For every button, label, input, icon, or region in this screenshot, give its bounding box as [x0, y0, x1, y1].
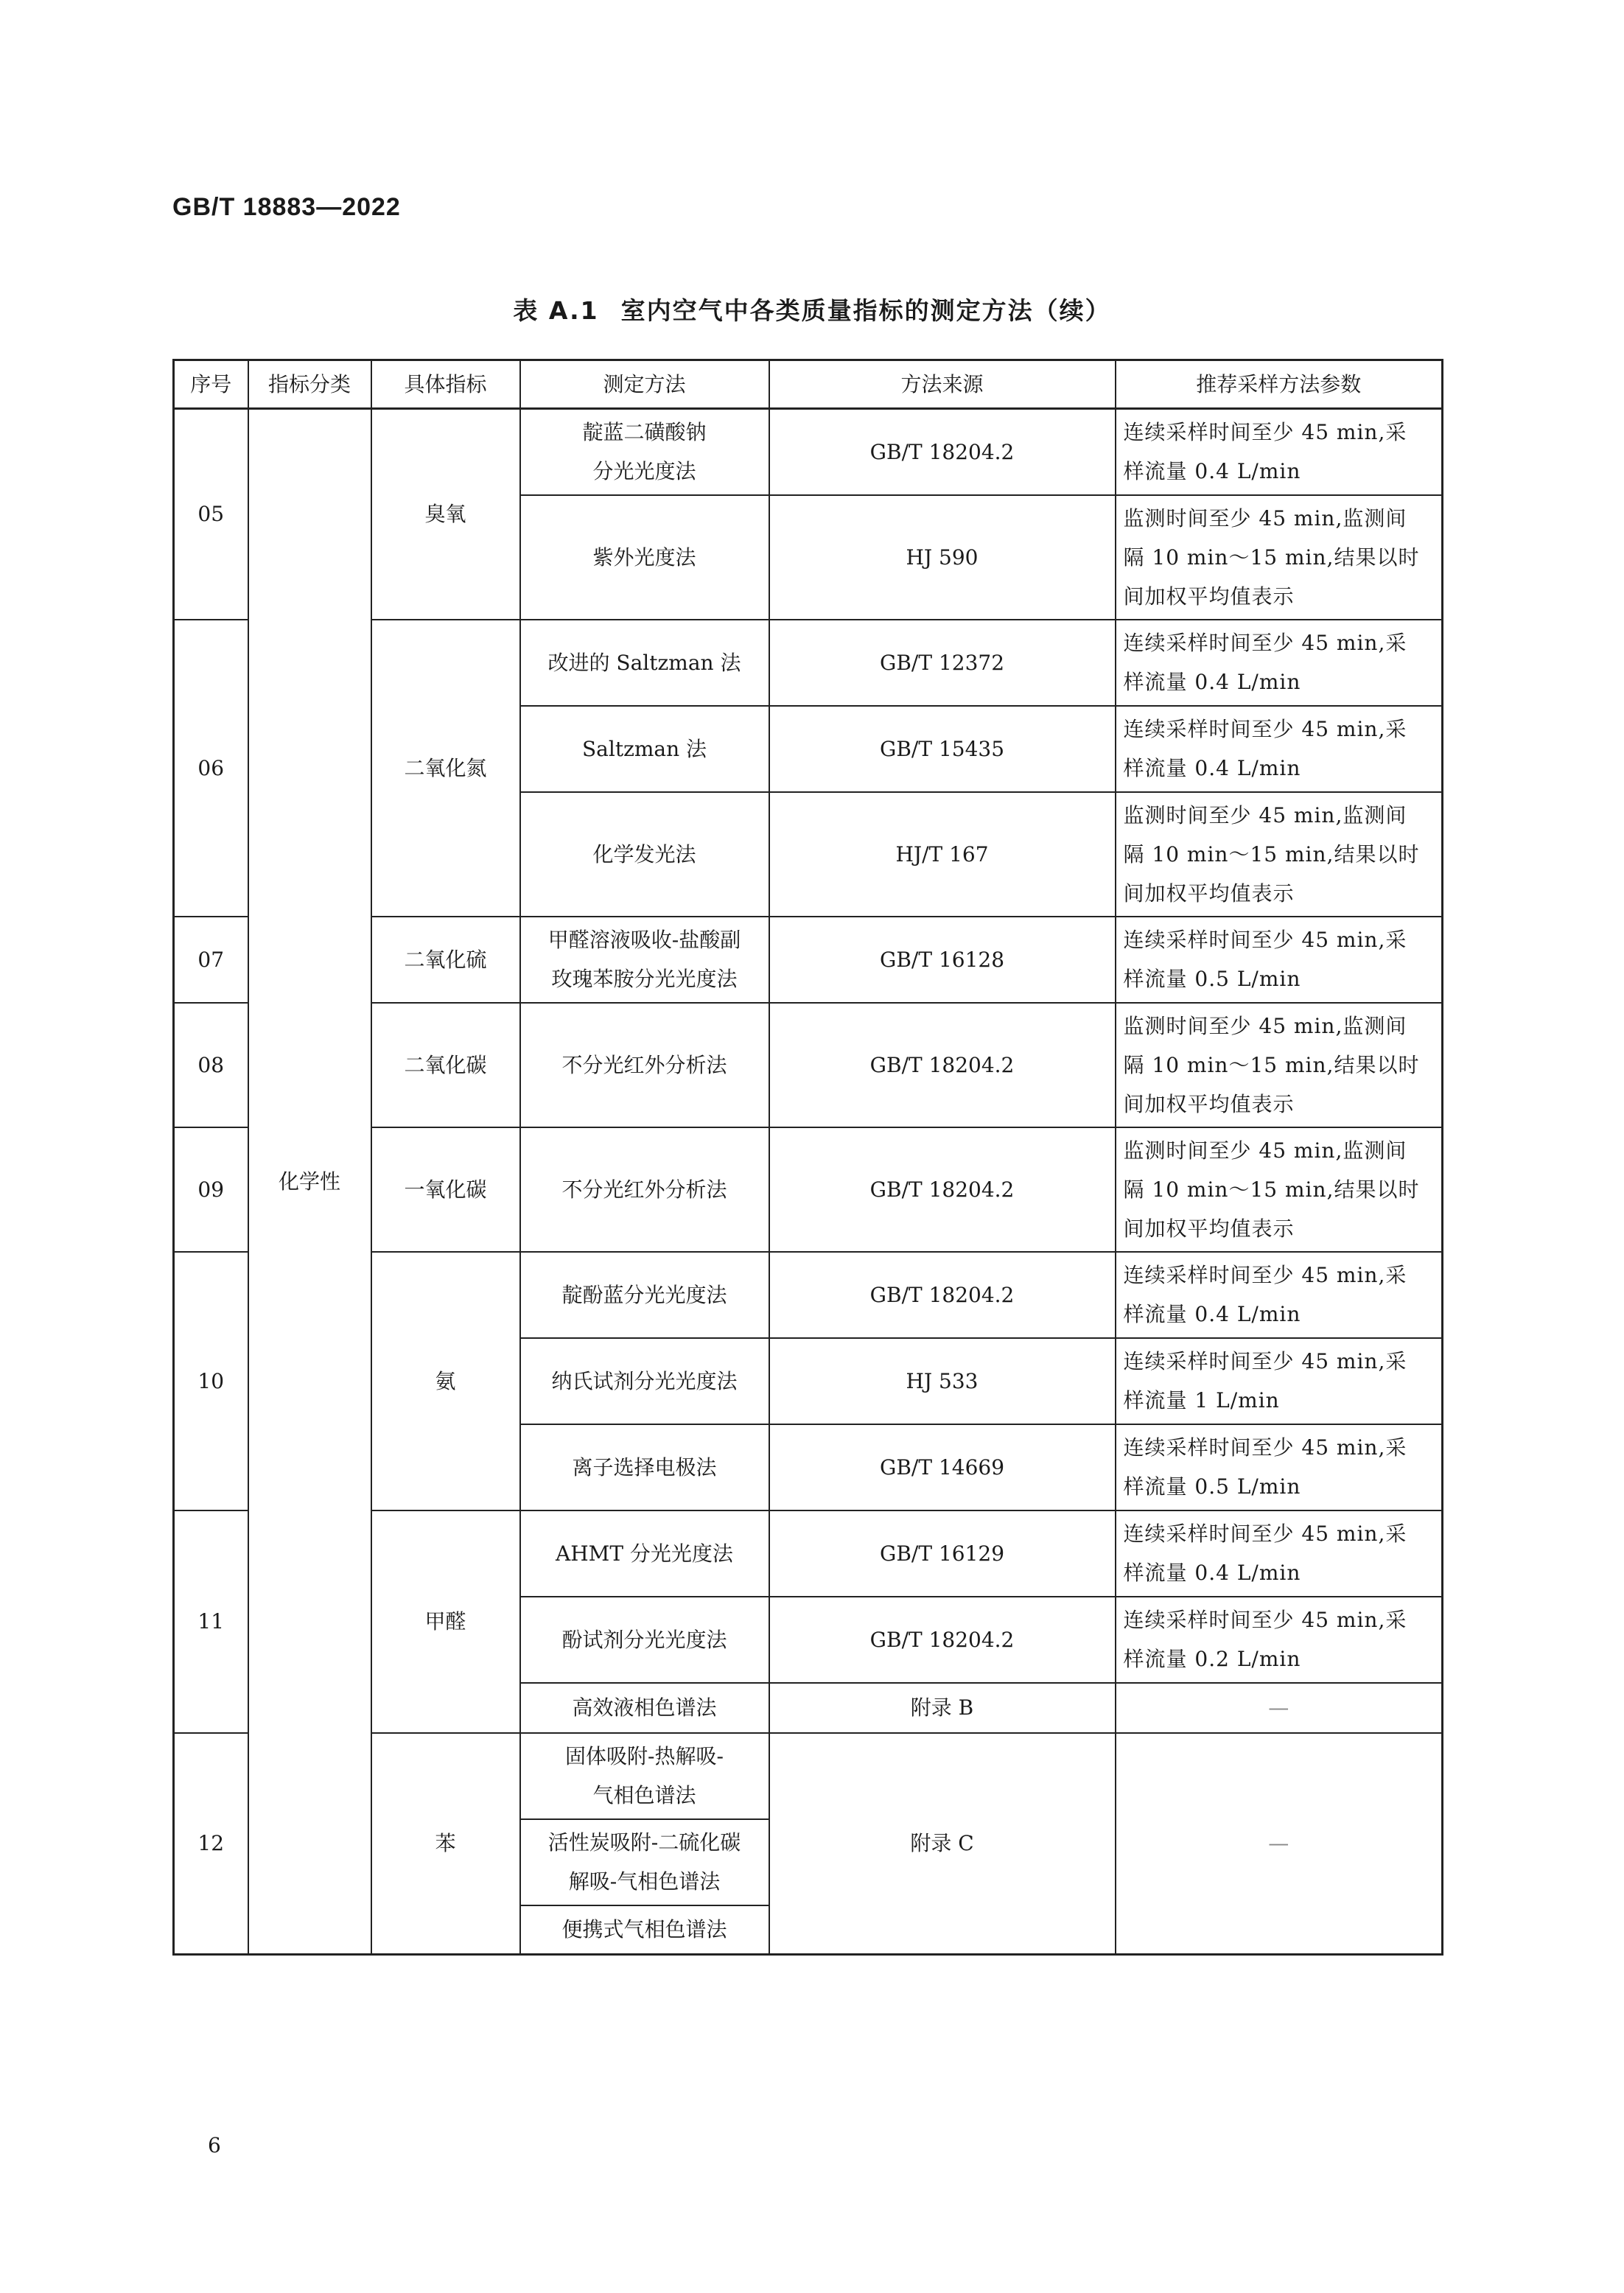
method-source: GB/T 14669	[769, 1424, 1116, 1510]
param-line: 隔 10 min～15 min,结果以时	[1123, 1052, 1420, 1077]
method-source: HJ/T 167	[769, 792, 1116, 917]
sampling-params	[1116, 917, 1443, 1003]
indicator-name: 二氧化氮	[371, 620, 520, 917]
param-line: 连续采样时间至少 45 min,采	[1123, 1263, 1407, 1287]
param-line: 样流量 0.2 L/min	[1123, 1647, 1301, 1671]
method-line: 气相色谱法	[592, 1783, 696, 1807]
method-line: 靛蓝二磺酸钠	[582, 420, 707, 445]
param-line: 间加权平均值表示	[1123, 1091, 1295, 1116]
param-line: 监测时间至少 45 min,监测间	[1123, 505, 1407, 531]
method-line: 解吸-气相色谱法	[568, 1869, 721, 1894]
method-line: 紫外光度法	[592, 545, 696, 570]
param-line: 隔 10 min～15 min,结果以时	[1123, 1177, 1420, 1202]
param-line: 间加权平均值表示	[1123, 881, 1295, 906]
sampling-params	[1116, 409, 1443, 495]
method-line: 便携式气相色谱法	[561, 1917, 727, 1942]
method-cell	[520, 1683, 769, 1733]
column-header: 测定方法	[520, 360, 769, 409]
sampling-params	[1116, 1127, 1443, 1252]
method-cell	[520, 1510, 769, 1597]
serial-number: 11	[174, 1510, 248, 1733]
param-line: 样流量 0.4 L/min	[1123, 670, 1301, 694]
method-line: 纳氏试剂分光光度法	[551, 1368, 738, 1393]
method-cell	[520, 792, 769, 917]
serial-number: 07	[174, 917, 248, 1003]
sampling-params	[1116, 792, 1443, 917]
method-cell	[520, 1252, 769, 1338]
sampling-params	[1116, 1597, 1443, 1683]
method-cell	[520, 706, 769, 792]
method-cell	[520, 620, 769, 706]
column-header: 具体指标	[371, 360, 520, 409]
method-source: GB/T 18204.2	[769, 1597, 1116, 1683]
method-cell	[520, 409, 769, 495]
sampling-params	[1116, 706, 1443, 792]
param-line: 连续采样时间至少 45 min,采	[1123, 1435, 1407, 1460]
method-source: 附录 B	[769, 1683, 1116, 1733]
param-line: 监测时间至少 45 min,监测间	[1123, 1138, 1407, 1163]
indicator-name: 甲醛	[371, 1510, 520, 1733]
method-source: HJ 533	[769, 1338, 1116, 1424]
param-line: 连续采样时间至少 45 min,采	[1123, 420, 1407, 445]
indicator-category: 化学性	[248, 409, 371, 1955]
sampling-params	[1116, 620, 1443, 706]
param-line: 连续采样时间至少 45 min,采	[1123, 1608, 1407, 1632]
param-line: 监测时间至少 45 min,监测间	[1123, 1013, 1407, 1038]
method-source: 附录 C	[769, 1733, 1116, 1955]
table-title	[0, 292, 1624, 326]
sampling-params	[1116, 1338, 1443, 1424]
serial-number: 09	[174, 1127, 248, 1252]
param-line: 样流量 0.5 L/min	[1123, 1474, 1301, 1499]
method-source: GB/T 12372	[769, 620, 1116, 706]
method-cell	[520, 1733, 769, 1819]
method-line: 玫瑰苯胺分光光度法	[551, 967, 738, 991]
sampling-params	[1116, 495, 1443, 620]
method-source: GB/T 16128	[769, 917, 1116, 1003]
method-line: 分光光度法	[592, 459, 696, 484]
param-line: 隔 10 min～15 min,结果以时	[1123, 545, 1420, 570]
param-line: 样流量 0.5 L/min	[1123, 967, 1301, 991]
param-line: 样流量 0.4 L/min	[1123, 756, 1301, 780]
method-line: 靛酚蓝分光光度法	[561, 1282, 727, 1307]
table-header-row	[174, 360, 1443, 409]
indicator-name: 一氧化碳	[371, 1127, 520, 1252]
method-line: 甲醛溶液吸收-盐酸副	[547, 928, 741, 952]
param-line: 连续采样时间至少 45 min,采	[1123, 928, 1407, 952]
method-source: GB/T 18204.2	[769, 1003, 1116, 1127]
param-line: 连续采样时间至少 45 min,采	[1123, 631, 1407, 655]
serial-number: 08	[174, 1003, 248, 1127]
method-source: GB/T 18204.2	[769, 409, 1116, 495]
method-line: 改进的 Saltzman 法	[547, 650, 741, 675]
method-line: AHMT 分光光度法	[556, 1541, 733, 1566]
param-line: 隔 10 min～15 min,结果以时	[1123, 841, 1420, 867]
serial-number: 06	[174, 620, 248, 917]
method-source: HJ 590	[769, 495, 1116, 620]
sampling-params	[1116, 1424, 1443, 1510]
method-line: 高效液相色谱法	[572, 1695, 717, 1720]
method-cell	[520, 1819, 769, 1905]
param-line: 连续采样时间至少 45 min,采	[1123, 1522, 1407, 1546]
standard-code: GB/T 18883—2022	[172, 193, 401, 221]
method-cell	[520, 1003, 769, 1127]
method-source: GB/T 16129	[769, 1510, 1116, 1597]
indicator-name: 苯	[371, 1733, 520, 1955]
method-cell	[520, 917, 769, 1003]
param-line: 样流量 0.4 L/min	[1123, 1302, 1301, 1326]
column-header: 序号	[174, 360, 248, 409]
sampling-params-dash: —	[1116, 1683, 1443, 1733]
indicator-name: 二氧化硫	[371, 917, 520, 1003]
serial-number: 05	[174, 409, 248, 620]
sampling-params	[1116, 1510, 1443, 1597]
serial-number: 12	[174, 1733, 248, 1955]
param-line: 样流量 0.4 L/min	[1123, 1561, 1301, 1585]
param-line: 连续采样时间至少 45 min,采	[1123, 1349, 1407, 1373]
indicator-name: 氨	[371, 1252, 520, 1510]
indicator-name: 二氧化碳	[371, 1003, 520, 1127]
param-line: 连续采样时间至少 45 min,采	[1123, 717, 1407, 741]
param-line: 监测时间至少 45 min,监测间	[1123, 802, 1407, 827]
table-number: 表 A.1	[513, 296, 599, 325]
page-number: 6	[208, 2133, 221, 2157]
sampling-params	[1116, 1252, 1443, 1338]
method-line: Saltzman 法	[581, 736, 707, 761]
method-source: GB/T 18204.2	[769, 1252, 1116, 1338]
method-line: 活性炭吸附-二硫化碳	[547, 1830, 741, 1855]
indicator-name: 臭氧	[371, 409, 520, 620]
method-line: 化学发光法	[592, 841, 696, 867]
sampling-params-dash: —	[1116, 1733, 1443, 1955]
method-cell	[520, 495, 769, 620]
methods-table	[172, 359, 1443, 1956]
method-cell	[520, 1127, 769, 1252]
method-line: 固体吸附-热解吸-	[565, 1744, 724, 1768]
param-line: 间加权平均值表示	[1123, 584, 1295, 609]
method-cell	[520, 1338, 769, 1424]
param-line: 间加权平均值表示	[1123, 1216, 1295, 1241]
serial-number: 10	[174, 1252, 248, 1510]
table-title-text: 室内空气中各类质量指标的测定方法（续）	[620, 296, 1111, 325]
method-cell	[520, 1597, 769, 1683]
sampling-params	[1116, 1003, 1443, 1127]
column-header: 方法来源	[769, 360, 1116, 409]
method-line: 离子选择电极法	[572, 1454, 717, 1480]
method-source: GB/T 15435	[769, 706, 1116, 792]
column-header: 推荐采样方法参数	[1116, 360, 1443, 409]
method-source: GB/T 18204.2	[769, 1127, 1116, 1252]
method-line: 不分光红外分析法	[561, 1052, 727, 1077]
method-line: 不分光红外分析法	[561, 1177, 727, 1202]
method-cell	[520, 1424, 769, 1510]
table-row	[174, 409, 1443, 495]
method-line: 酚试剂分光光度法	[561, 1627, 727, 1652]
column-header: 指标分类	[248, 360, 371, 409]
method-cell	[520, 1905, 769, 1955]
param-line: 样流量 0.4 L/min	[1123, 459, 1301, 484]
param-line: 样流量 1 L/min	[1123, 1388, 1280, 1412]
